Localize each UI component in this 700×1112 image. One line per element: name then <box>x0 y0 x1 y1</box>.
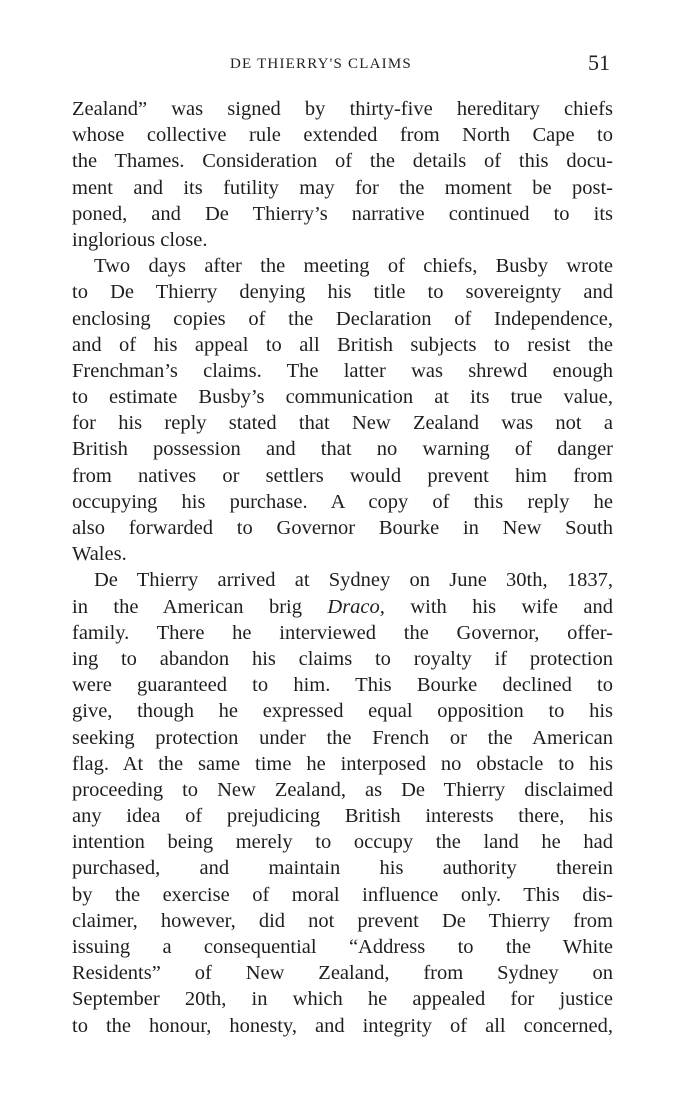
text-line: for his reply stated that New Zealand was not a <box>72 412 613 435</box>
text-line: British possession and that no warning of danger <box>72 438 613 461</box>
page-header <box>0 52 700 82</box>
body-text <box>72 96 613 1039</box>
text-line: ing to abandon his claims to royalty if protection <box>72 647 613 670</box>
text-line: by the exercise of moral influence only. This dis- <box>72 883 613 906</box>
text-line: whose collective rule extended from North Cape to <box>72 124 613 147</box>
running-head: DE THIERRY'S CLAIMS <box>230 56 412 72</box>
text-line: family. There he interviewed the Governor, offer- <box>72 621 613 644</box>
text-line: poned, and De Thierry’s narrative continued to its <box>72 202 613 225</box>
text-line: to De Thierry denying his title to sovereignty and <box>72 281 613 304</box>
text-line: flag. At the same time he interposed no obstacle to his <box>72 752 613 775</box>
text-line: proceeding to New Zealand, as De Thierry disclaimed <box>72 778 613 801</box>
text-line: to estimate Busby’s communication at its true value, <box>72 386 613 409</box>
text-line: the Thames. Consideration of the details of this docu- <box>72 150 613 173</box>
ship-name: Draco, <box>327 595 385 618</box>
text-line: Frenchman’s claims. The latter was shrewd enough <box>72 359 613 382</box>
text-line: seeking protection under the French or the American <box>72 726 613 749</box>
text-line: purchased, and maintain his authority therein <box>72 857 613 880</box>
text-line: from natives or settlers would prevent him from <box>72 464 613 487</box>
text-line: enclosing copies of the Declaration of Independence, <box>72 307 613 330</box>
text-line: Two days after the meeting of chiefs, Busby wrote <box>94 255 613 278</box>
text-line: issuing a consequential “Address to the White <box>72 936 613 958</box>
text-segment: with his wife and <box>384 595 613 618</box>
text-line: September 20th, in which he appealed for justice <box>72 988 613 1011</box>
text-line: intention being merely to occupy the land he had <box>72 831 613 854</box>
text-line: give, though he expressed equal opposition to his <box>72 700 613 723</box>
text-line: to the honour, honesty, and integrity of all concerned, <box>72 1014 613 1037</box>
text-line: Zealand” was signed by thirty-five hereditary chiefs <box>72 98 613 120</box>
text-line: also forwarded to Governor Bourke in New South <box>72 517 613 539</box>
text-line: ment and its futility may for the moment be post- <box>72 176 613 199</box>
text-line: inglorious close. <box>72 228 208 251</box>
text-line-with-italic <box>72 594 613 620</box>
text-line: De Thierry arrived at Sydney on June 30th, 1837, <box>94 569 613 592</box>
text-line: and of his appeal to all British subjects to resist the <box>72 333 613 356</box>
text-line: claimer, however, did not prevent De Thierry from <box>72 909 613 932</box>
text-line: Wales. <box>72 543 127 566</box>
page-number: 51 <box>588 50 610 75</box>
text-line: Residents” of New Zealand, from Sydney on <box>72 962 613 985</box>
text-line: were guaranteed to him. This Bourke declined to <box>72 674 613 697</box>
text-line: any idea of prejudicing British interests there, his <box>72 805 613 828</box>
text-segment: in the American brig <box>72 595 328 618</box>
text-line: occupying his purchase. A copy of this reply he <box>72 490 613 513</box>
